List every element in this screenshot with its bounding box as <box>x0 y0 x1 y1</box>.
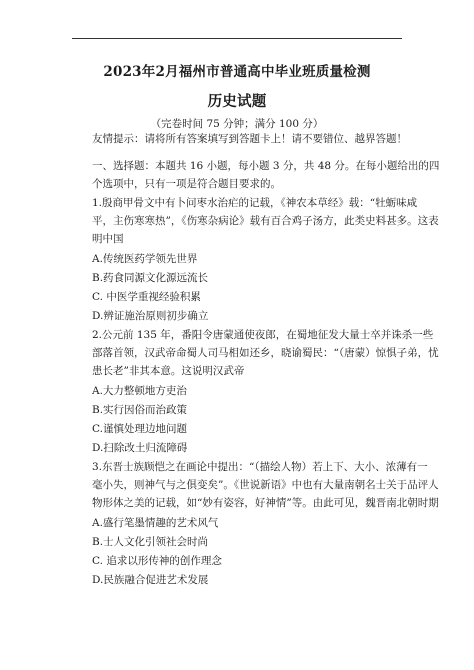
exam-subtitle: 历史试题 <box>207 93 267 110</box>
question-3-option-a: A.盛行笔墨情趣的艺术风气 <box>92 517 219 529</box>
exam-title: 2023年2月福州市普通高中毕业班质量检测 <box>103 64 371 80</box>
question-3-option-c: C. 追求以形传神的创作理念 <box>92 555 222 567</box>
question-2-option-a: A.大力整顿地方吏治 <box>92 385 187 397</box>
question-1-option-d: D.辨证施治原则初步确立 <box>92 310 209 322</box>
question-3-option-b: B.士人文化引领社会时尚 <box>92 536 209 548</box>
question-1-stem: 平，主伤寒寒热”，《伤寒杂病论》载有百合鸡子汤方，此类史料甚多。这表 <box>92 215 439 227</box>
question-1-stem: 明中国 <box>92 233 124 245</box>
question-1-option-a: A.传统医药学领先世界 <box>92 253 198 265</box>
section-intro-line: 一、选择题：本题共 16 小题，每小题 3 分，共 48 分。在每小题给出的四 <box>92 160 440 172</box>
question-2-option-b: B.实行因俗而治政策 <box>92 404 188 416</box>
question-2-stem: 2.公元前 135 年，番阳令唐蒙通使夜郎，在蜀地征发大量士卒并诛杀一些 <box>92 329 434 341</box>
question-1-stem: 1.殷商甲骨文中有卜问枣水治疟的记载，《神农本草经》载：“牡蛎味咸 <box>92 197 418 209</box>
notice: 友情提示：请将所有答案填写到答题卡上！请不要错位、越界答题！ <box>92 133 407 145</box>
question-3-option-d: D.民族融合促进艺术发展 <box>92 574 209 586</box>
question-2-option-d: D.扫除改土归流障碍 <box>92 442 188 454</box>
top-rule <box>72 38 402 39</box>
question-1-option-c: C. 中医学重视经验积累 <box>92 291 201 303</box>
question-2-stem: 部落首领，汉武帝命蜀人司马相如还乡，晓谕蜀民：“（唐蒙）惊惧子弟，忧 <box>92 347 439 359</box>
question-3-stem: 3.东晋士族顾恺之在画论中提出：“（描绘人物）若上下、大小、浓薄有一 <box>92 461 428 473</box>
question-2-option-c: C.谨慎处理边地问题 <box>92 423 187 435</box>
question-1-option-b: B.药食同源文化源远流长 <box>92 272 209 284</box>
question-2-stem: 患长老”非其本意。这说明汉武帝 <box>92 365 245 377</box>
exam-info: （完卷时间 75 分钟；满分 100 分） <box>150 118 324 130</box>
section-intro-line: 个选项中，只有一项是符合题目要求的。 <box>92 178 281 190</box>
question-3-stem: 毫小失，则神气与之俱变矣”。《世说新语》中也有大量南朝名士关于品评人 <box>92 479 439 491</box>
question-3-stem: 物形体之美的记载，如“妙有姿容，好神情”等。由此可见，魏晋南北朝时期 <box>92 497 439 509</box>
